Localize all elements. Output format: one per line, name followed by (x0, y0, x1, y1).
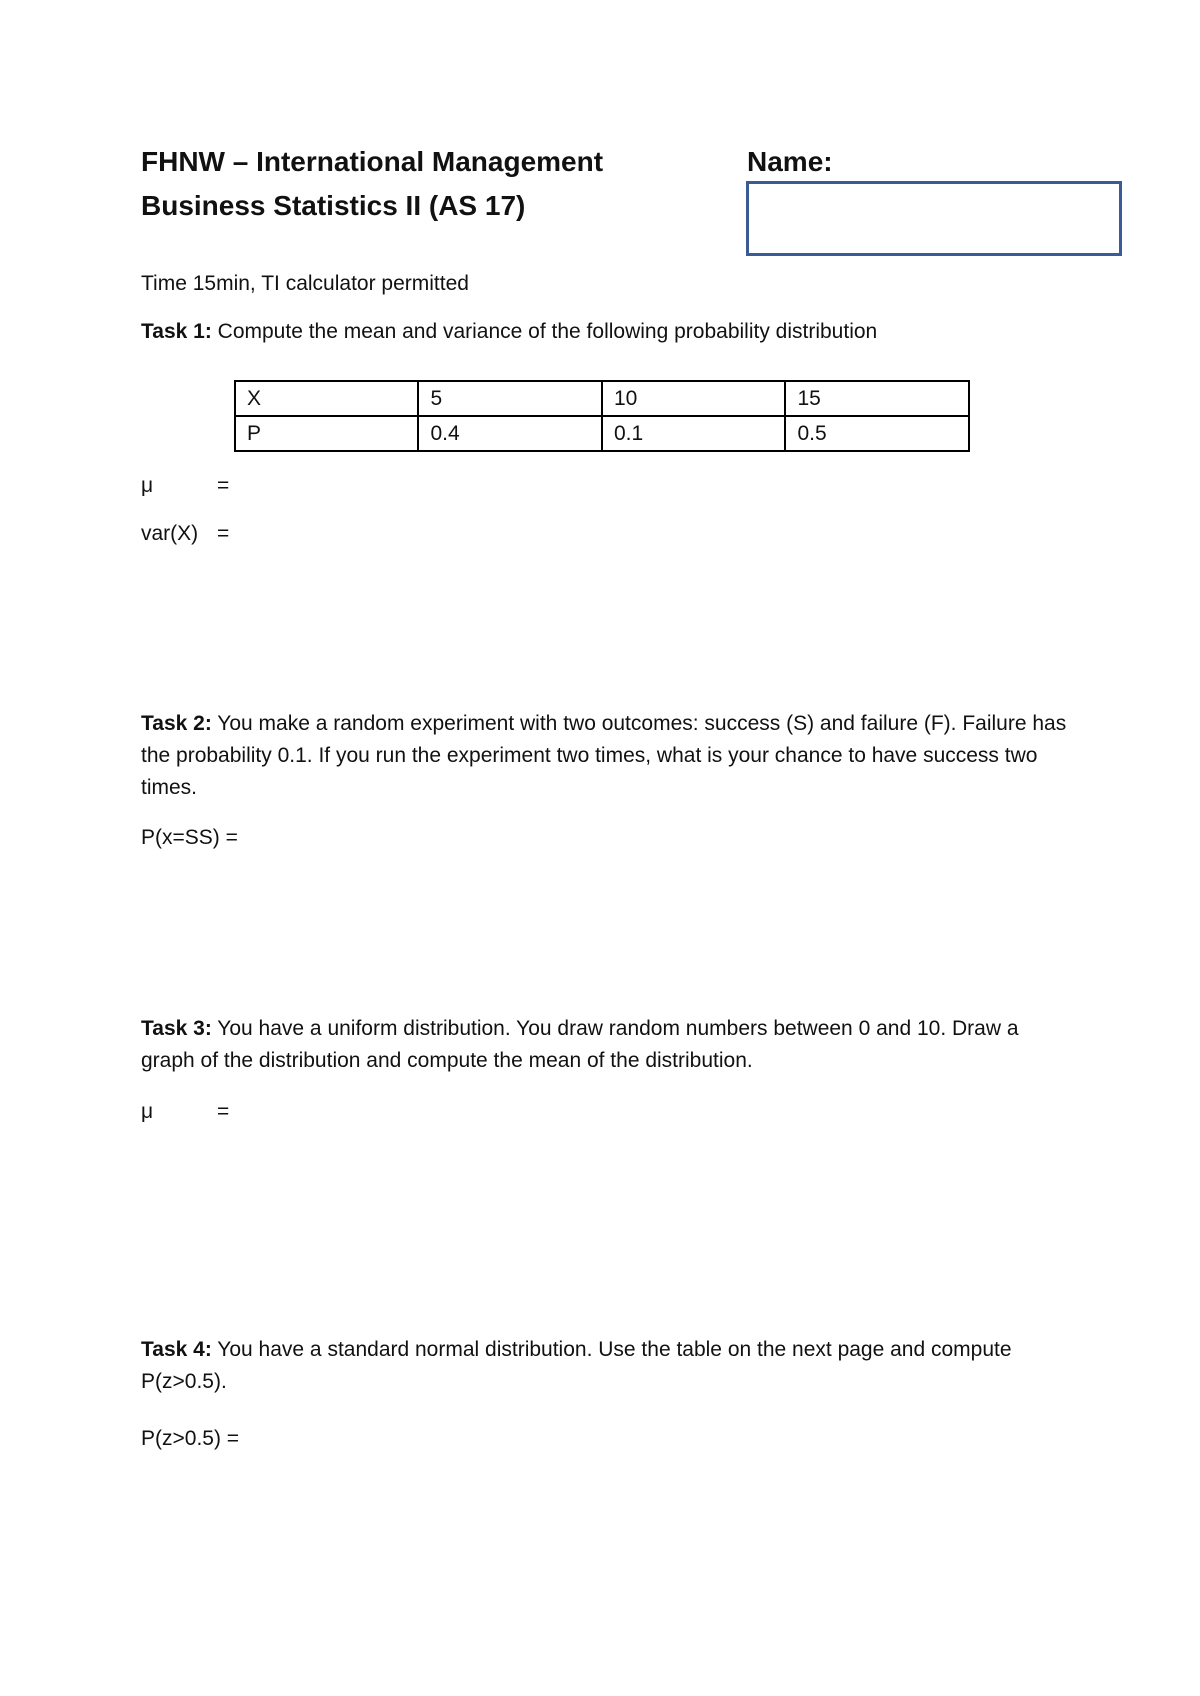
table-cell: 15 (785, 381, 969, 416)
equals-sign: = (217, 474, 230, 497)
task3-text: You have a uniform distribution. You draw random numbers between 0 and 10. Draw a graph of the distribution and compute the mean of the distribution. (141, 1017, 1019, 1072)
task4-text: You have a standard normal distribution. Use the table on the next page and compute P(z>0.5). (141, 1338, 1012, 1393)
name-input-box[interactable] (746, 181, 1122, 256)
name-label: Name: (747, 146, 833, 177)
table-cell: 0.4 (418, 416, 602, 451)
equals-sign: = (217, 522, 230, 545)
task1-variance-answer (141, 522, 229, 546)
course-title: FHNW – International Management (141, 146, 604, 177)
task2-answer: P(x=SS) = (141, 826, 238, 849)
task3-mean-answer (141, 1100, 229, 1124)
table-cell: 5 (418, 381, 602, 416)
table-row-x (235, 381, 969, 416)
task3-label: Task 3: (141, 1017, 212, 1040)
table-cell: 0.5 (785, 416, 969, 451)
task3-prompt (141, 1013, 1071, 1077)
task2-prompt (141, 708, 1071, 804)
task1-label: Task 1: (141, 320, 212, 343)
instructions: Time 15min, TI calculator permitted (141, 272, 469, 295)
task1-mean-answer (141, 474, 229, 498)
probability-distribution-table (234, 380, 970, 452)
table-cell: 0.1 (602, 416, 786, 451)
task4-prompt (141, 1334, 1071, 1398)
task1-prompt (141, 320, 877, 344)
table-row-p (235, 416, 969, 451)
table-cell: 10 (602, 381, 786, 416)
mu-symbol: μ (141, 1100, 154, 1123)
task4-answer: P(z>0.5) = (141, 1427, 240, 1450)
task2-label: Task 2: (141, 712, 212, 735)
table-cell: X (235, 381, 418, 416)
course-subtitle: Business Statistics II (AS 17) (141, 190, 526, 221)
equals-sign: = (217, 1100, 230, 1123)
mu-symbol: μ (141, 474, 154, 497)
variance-label: var(X) (141, 522, 199, 545)
task4-label: Task 4: (141, 1338, 212, 1361)
table-cell: P (235, 416, 418, 451)
task1-text: Compute the mean and variance of the following probability distribution (211, 320, 878, 343)
task2-text: You make a random experiment with two outcomes: success (S) and failure (F). Failure has the probability 0.1. If you run the experiment two times, what is your chance to have success two times. (141, 712, 1067, 799)
